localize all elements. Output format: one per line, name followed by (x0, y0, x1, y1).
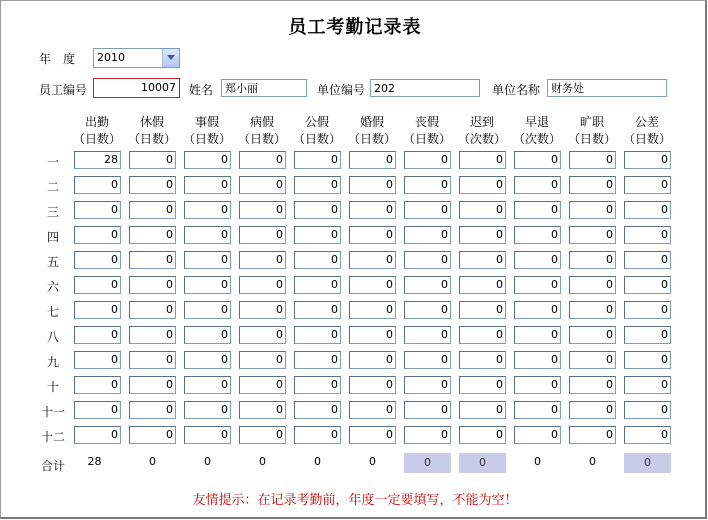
attendance-input[interactable]: 0 (569, 201, 616, 219)
attendance-input[interactable]: 0 (459, 351, 506, 369)
attendance-input[interactable]: 0 (74, 401, 121, 419)
attendance-input[interactable]: 0 (239, 276, 286, 294)
attendance-input[interactable]: 0 (184, 351, 231, 369)
attendance-input[interactable]: 0 (624, 226, 671, 244)
attendance-input[interactable]: 0 (74, 301, 121, 319)
column-header-unit: （次数） (457, 132, 506, 146)
employee-id-input[interactable]: 10007 (93, 78, 180, 98)
attendance-input[interactable]: 0 (349, 151, 396, 169)
column-header-name: 早退 (524, 115, 549, 129)
attendance-input[interactable]: 0 (349, 401, 396, 419)
total-value: 0 (259, 455, 266, 468)
unit-id-input[interactable]: 202 (370, 79, 480, 97)
attendance-input[interactable]: 0 (569, 401, 616, 419)
month-label: 七 (46, 305, 59, 319)
employee-id-label: 员工编号 (39, 83, 88, 97)
attendance-input[interactable]: 0 (294, 426, 341, 444)
column-header-unit: （日数） (347, 132, 396, 146)
column-header (565, 114, 619, 148)
attendance-input[interactable]: 0 (349, 301, 396, 319)
attendance-input[interactable]: 0 (459, 276, 506, 294)
attendance-input[interactable]: 0 (129, 326, 176, 344)
attendance-input[interactable]: 0 (569, 226, 616, 244)
year-select[interactable] (93, 48, 180, 68)
attendance-input[interactable]: 0 (74, 226, 121, 244)
attendance-input[interactable]: 0 (239, 251, 286, 269)
attendance-input[interactable]: 0 (129, 176, 176, 194)
attendance-input[interactable]: 0 (349, 276, 396, 294)
attendance-input[interactable]: 0 (184, 326, 231, 344)
attendance-input[interactable]: 0 (404, 376, 451, 394)
attendance-input[interactable]: 0 (129, 376, 176, 394)
attendance-input[interactable]: 0 (514, 251, 561, 269)
unit-name-label: 单位名称 (492, 83, 541, 97)
attendance-input[interactable]: 0 (624, 151, 671, 169)
attendance-input[interactable]: 0 (74, 251, 121, 269)
name-label: 姓名 (189, 83, 214, 97)
attendance-input[interactable]: 0 (569, 326, 616, 344)
column-header (290, 114, 344, 148)
attendance-input[interactable]: 0 (624, 326, 671, 344)
attendance-input[interactable]: 0 (239, 301, 286, 319)
attendance-input[interactable]: 0 (459, 201, 506, 219)
year-select-value: 2010 (97, 51, 125, 64)
column-header (455, 114, 509, 148)
attendance-input[interactable]: 0 (74, 176, 121, 194)
attendance-input[interactable]: 0 (459, 426, 506, 444)
column-header-name: 迟到 (469, 115, 494, 129)
attendance-input[interactable]: 0 (129, 251, 176, 269)
attendance-input[interactable]: 0 (74, 426, 121, 444)
attendance-input[interactable]: 0 (404, 401, 451, 419)
attendance-input[interactable]: 0 (569, 176, 616, 194)
attendance-input[interactable]: 0 (129, 401, 176, 419)
attendance-input[interactable]: 0 (514, 276, 561, 294)
attendance-input[interactable]: 28 (74, 151, 121, 169)
attendance-input[interactable]: 0 (404, 301, 451, 319)
attendance-input[interactable]: 0 (569, 426, 616, 444)
attendance-input[interactable]: 0 (129, 201, 176, 219)
attendance-input[interactable]: 0 (514, 426, 561, 444)
attendance-input[interactable]: 0 (294, 276, 341, 294)
attendance-input[interactable]: 0 (624, 201, 671, 219)
attendance-input[interactable]: 0 (129, 351, 176, 369)
column-header (345, 114, 399, 148)
column-header-name: 病假 (249, 115, 274, 129)
total-value: 0 (589, 455, 596, 468)
attendance-input[interactable]: 0 (239, 401, 286, 419)
attendance-input[interactable]: 0 (404, 251, 451, 269)
attendance-input[interactable]: 0 (239, 426, 286, 444)
column-header-unit: （日数） (402, 132, 451, 146)
attendance-input[interactable]: 0 (184, 176, 231, 194)
column-header-unit: （日数） (127, 132, 176, 146)
column-header (180, 114, 234, 148)
total-value: 28 (87, 455, 102, 468)
attendance-input[interactable]: 0 (184, 276, 231, 294)
column-header-unit: （日数） (622, 132, 671, 146)
attendance-input[interactable]: 0 (129, 426, 176, 444)
column-header (235, 114, 289, 148)
column-header-name: 公差 (634, 115, 659, 129)
column-header-unit: （日数） (182, 132, 231, 146)
attendance-input[interactable]: 0 (129, 226, 176, 244)
attendance-input[interactable]: 0 (239, 151, 286, 169)
column-header (510, 114, 564, 148)
month-label: 五 (46, 255, 59, 269)
month-label: 二 (46, 180, 59, 194)
attendance-input[interactable]: 0 (514, 201, 561, 219)
attendance-input[interactable]: 0 (294, 176, 341, 194)
attendance-input[interactable]: 0 (184, 226, 231, 244)
attendance-input[interactable]: 0 (569, 151, 616, 169)
attendance-input[interactable]: 0 (404, 351, 451, 369)
total-label: 合计 (40, 459, 65, 473)
attendance-input[interactable]: 0 (514, 226, 561, 244)
attendance-input[interactable]: 0 (294, 301, 341, 319)
attendance-input[interactable]: 0 (569, 251, 616, 269)
attendance-input[interactable]: 0 (459, 401, 506, 419)
attendance-input[interactable]: 0 (239, 176, 286, 194)
attendance-input[interactable]: 0 (514, 151, 561, 169)
attendance-input[interactable]: 0 (349, 326, 396, 344)
month-label: 十 (46, 380, 59, 394)
attendance-input[interactable]: 0 (514, 351, 561, 369)
column-header-name: 丧假 (414, 115, 439, 129)
name-input[interactable]: 郑小丽 (221, 79, 307, 97)
attendance-input[interactable]: 0 (184, 376, 231, 394)
attendance-input[interactable]: 0 (514, 401, 561, 419)
attendance-input[interactable]: 0 (404, 151, 451, 169)
unit-name-input[interactable]: 财务处 (547, 79, 667, 97)
attendance-input[interactable]: 0 (459, 326, 506, 344)
attendance-input[interactable]: 0 (624, 301, 671, 319)
attendance-input[interactable]: 0 (624, 376, 671, 394)
column-header-name: 公假 (304, 115, 329, 129)
total-value: 0 (314, 455, 321, 468)
attendance-input[interactable]: 0 (514, 176, 561, 194)
attendance-input[interactable]: 0 (294, 401, 341, 419)
attendance-input[interactable]: 0 (624, 351, 671, 369)
month-label: 六 (46, 280, 59, 294)
attendance-input[interactable]: 0 (624, 176, 671, 194)
attendance-input[interactable]: 0 (349, 376, 396, 394)
attendance-input[interactable]: 0 (624, 251, 671, 269)
attendance-input[interactable]: 0 (294, 251, 341, 269)
attendance-input[interactable]: 0 (294, 151, 341, 169)
attendance-input[interactable]: 0 (624, 276, 671, 294)
total-value: 0 (149, 455, 156, 468)
attendance-input[interactable]: 0 (349, 226, 396, 244)
column-header (125, 114, 179, 148)
attendance-input[interactable]: 0 (184, 201, 231, 219)
attendance-input[interactable]: 0 (459, 151, 506, 169)
column-header-name: 事假 (194, 115, 219, 129)
unit-id-label: 单位编号 (317, 83, 366, 97)
chevron-down-icon[interactable] (162, 49, 179, 67)
attendance-input[interactable]: 0 (404, 276, 451, 294)
attendance-input[interactable]: 0 (459, 251, 506, 269)
attendance-input[interactable]: 0 (129, 301, 176, 319)
attendance-input[interactable]: 0 (74, 326, 121, 344)
attendance-input[interactable]: 0 (404, 226, 451, 244)
attendance-input[interactable]: 0 (349, 176, 396, 194)
attendance-input[interactable]: 0 (404, 326, 451, 344)
column-header (70, 114, 124, 148)
attendance-input[interactable]: 0 (349, 426, 396, 444)
attendance-input[interactable]: 0 (294, 351, 341, 369)
year-label: 年 度 (39, 52, 76, 66)
attendance-input[interactable]: 0 (569, 351, 616, 369)
column-header-name: 婚假 (359, 115, 384, 129)
total-value: 0 (404, 453, 451, 473)
total-value: 0 (204, 455, 211, 468)
attendance-input[interactable]: 0 (459, 376, 506, 394)
attendance-input[interactable]: 0 (404, 426, 451, 444)
attendance-input[interactable]: 0 (184, 151, 231, 169)
month-label: 十一 (40, 405, 65, 419)
attendance-input[interactable]: 0 (294, 326, 341, 344)
month-label: 一 (46, 155, 59, 169)
attendance-input[interactable]: 0 (404, 201, 451, 219)
attendance-input[interactable]: 0 (184, 251, 231, 269)
attendance-input[interactable]: 0 (184, 401, 231, 419)
attendance-input[interactable]: 0 (514, 301, 561, 319)
month-label: 四 (46, 230, 59, 244)
column-header-unit: （次数） (512, 132, 561, 146)
page-title: 员工考勤记录表 (288, 17, 422, 38)
column-header-unit: （日数） (237, 132, 286, 146)
attendance-input[interactable]: 0 (624, 426, 671, 444)
column-header-name: 休假 (139, 115, 164, 129)
attendance-input[interactable]: 0 (239, 351, 286, 369)
attendance-input[interactable]: 0 (404, 176, 451, 194)
attendance-input[interactable]: 0 (129, 276, 176, 294)
attendance-input[interactable]: 0 (74, 276, 121, 294)
attendance-input[interactable]: 0 (459, 176, 506, 194)
attendance-input[interactable]: 0 (349, 351, 396, 369)
month-label: 十二 (40, 430, 65, 444)
column-header-unit: （日数） (72, 132, 121, 146)
attendance-input[interactable]: 0 (239, 226, 286, 244)
attendance-input[interactable]: 0 (569, 276, 616, 294)
attendance-input[interactable]: 0 (74, 351, 121, 369)
attendance-input[interactable]: 0 (459, 301, 506, 319)
attendance-input[interactable]: 0 (349, 201, 396, 219)
total-value: 0 (369, 455, 376, 468)
attendance-input[interactable]: 0 (184, 426, 231, 444)
attendance-input[interactable]: 0 (239, 201, 286, 219)
column-header-unit: （日数） (292, 132, 341, 146)
column-header (620, 114, 674, 148)
attendance-input[interactable]: 0 (569, 301, 616, 319)
attendance-input[interactable]: 0 (294, 226, 341, 244)
column-header-name: 出勤 (84, 115, 109, 129)
column-header-name: 旷职 (579, 115, 604, 129)
attendance-input[interactable]: 0 (349, 251, 396, 269)
column-header-unit: （日数） (567, 132, 616, 146)
attendance-input[interactable]: 0 (74, 201, 121, 219)
total-value: 0 (459, 453, 506, 473)
attendance-input[interactable]: 0 (514, 326, 561, 344)
hint-text: 友情提示：在记录考勤前，年度一定要填写，不能为空！ (192, 493, 518, 508)
month-label: 八 (46, 330, 59, 344)
attendance-input[interactable]: 0 (74, 376, 121, 394)
total-value: 0 (534, 455, 541, 468)
month-label: 三 (46, 205, 59, 219)
attendance-input[interactable]: 0 (184, 301, 231, 319)
attendance-input[interactable]: 0 (294, 201, 341, 219)
attendance-input[interactable]: 0 (459, 226, 506, 244)
attendance-input[interactable]: 0 (514, 376, 561, 394)
attendance-input[interactable]: 0 (624, 401, 671, 419)
attendance-input[interactable]: 0 (294, 376, 341, 394)
attendance-input[interactable]: 0 (129, 151, 176, 169)
month-label: 九 (46, 355, 59, 369)
attendance-input[interactable]: 0 (239, 326, 286, 344)
attendance-input[interactable]: 0 (569, 376, 616, 394)
attendance-input[interactable]: 0 (239, 376, 286, 394)
total-value: 0 (624, 453, 671, 473)
column-header (400, 114, 454, 148)
